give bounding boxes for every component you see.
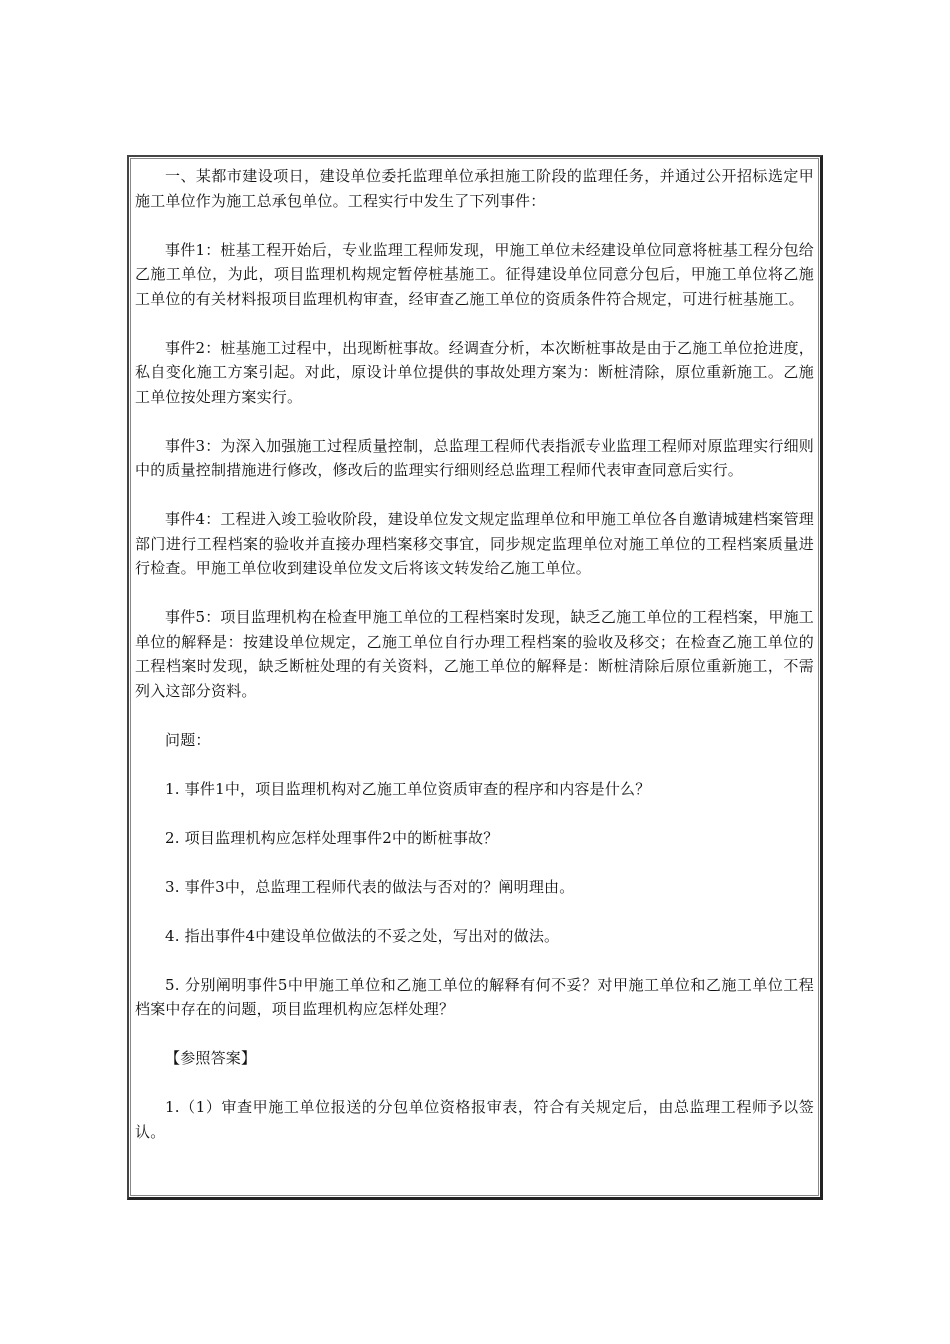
answer-heading: 【参照答案】 [165, 1049, 257, 1067]
question-3: 3. 事件3中，总监理工程师代表的做法与否对的？阐明理由。 [165, 877, 575, 896]
event-4-paragraph: 事件4：工程进入竣工验收阶段，建设单位发文规定监理单位和甲施工单位各自邀请城建档案管理部门进行工程档案的验收并直接办理档案移交事宜，同步规定监理单位对施工单位的工程档案质量进行检查。甲施工单位收到建设单位发文后将该文转发给乙施工单位。 [135, 510, 814, 577]
question-4: 4. 指出事件4中建设单位做法的不妥之处，写出对的做法。 [165, 926, 560, 945]
event-5-paragraph: 事件5：项目监理机构在检查甲施工单位的工程档案时发现，缺乏乙施工单位的工程档案，甲施工单位的解释是：按建设单位规定，乙施工单位自行办理工程档案的验收及移交；在检查乙施工单位的工程档案时发现，缺乏断桩处理的有关资料，乙施工单位的解释是：断桩清除后原位重新施工，不需列入这部分资料。 [135, 608, 814, 700]
question-5: 5. 分别阐明事件5中甲施工单位和乙施工单位的解释有何不妥？对甲施工单位和乙施工单位工程档案中存在的问题，项目监理机构应怎样处理？ [135, 975, 814, 1018]
document-body [130, 158, 819, 1196]
questions-heading: 问题： [165, 730, 211, 749]
event-1-paragraph: 事件1：桩基工程开始后，专业监理工程师发现，甲施工单位未经建设单位同意将桩基工程分包给乙施工单位，为此，项目监理机构规定暂停桩基施工。征得建设单位同意分包后，甲施工单位将乙施工单位的有关材料报项目监理机构审查，经审查乙施工单位的资质条件符合规定，可进行桩基施工。 [135, 240, 814, 308]
answer-1-paragraph: 1.（1）审查甲施工单位报送的分包单位资格报审表，符合有关规定后，由总监理工程师予以签认。 [135, 1098, 814, 1141]
intro-paragraph: 一、某都市建设项日，建设单位委托监理单位承担施工阶段的监理任务，并通过公开招标选定甲施工单位作为施工总承包单位。工程实行中发生了下列事件： [135, 167, 814, 210]
document-frame [127, 155, 823, 1200]
question-1: 1. 事件1中，项目监理机构对乙施工单位资质审查的程序和内容是什么？ [165, 779, 651, 798]
event-3-paragraph: 事件3：为深入加强施工过程质量控制，总监理工程师代表指派专业监理工程师对原监理实行细则中的质量控制措施进行修改，修改后的监理实行细则经总监理工程师代表审查同意后实行。 [135, 436, 814, 479]
question-2: 2. 项目监理机构应怎样处理事件2中的断桩事故？ [165, 828, 499, 847]
event-2-paragraph: 事件2：桩基施工过程中，出现断桩事故。经调查分析，本次断桩事故是由于乙施工单位抢进度，私自变化施工方案引起。对此，原设计单位提供的事故处理方案为：断桩清除，原位重新施工。乙施工单位按处理方案实行。 [135, 338, 814, 406]
